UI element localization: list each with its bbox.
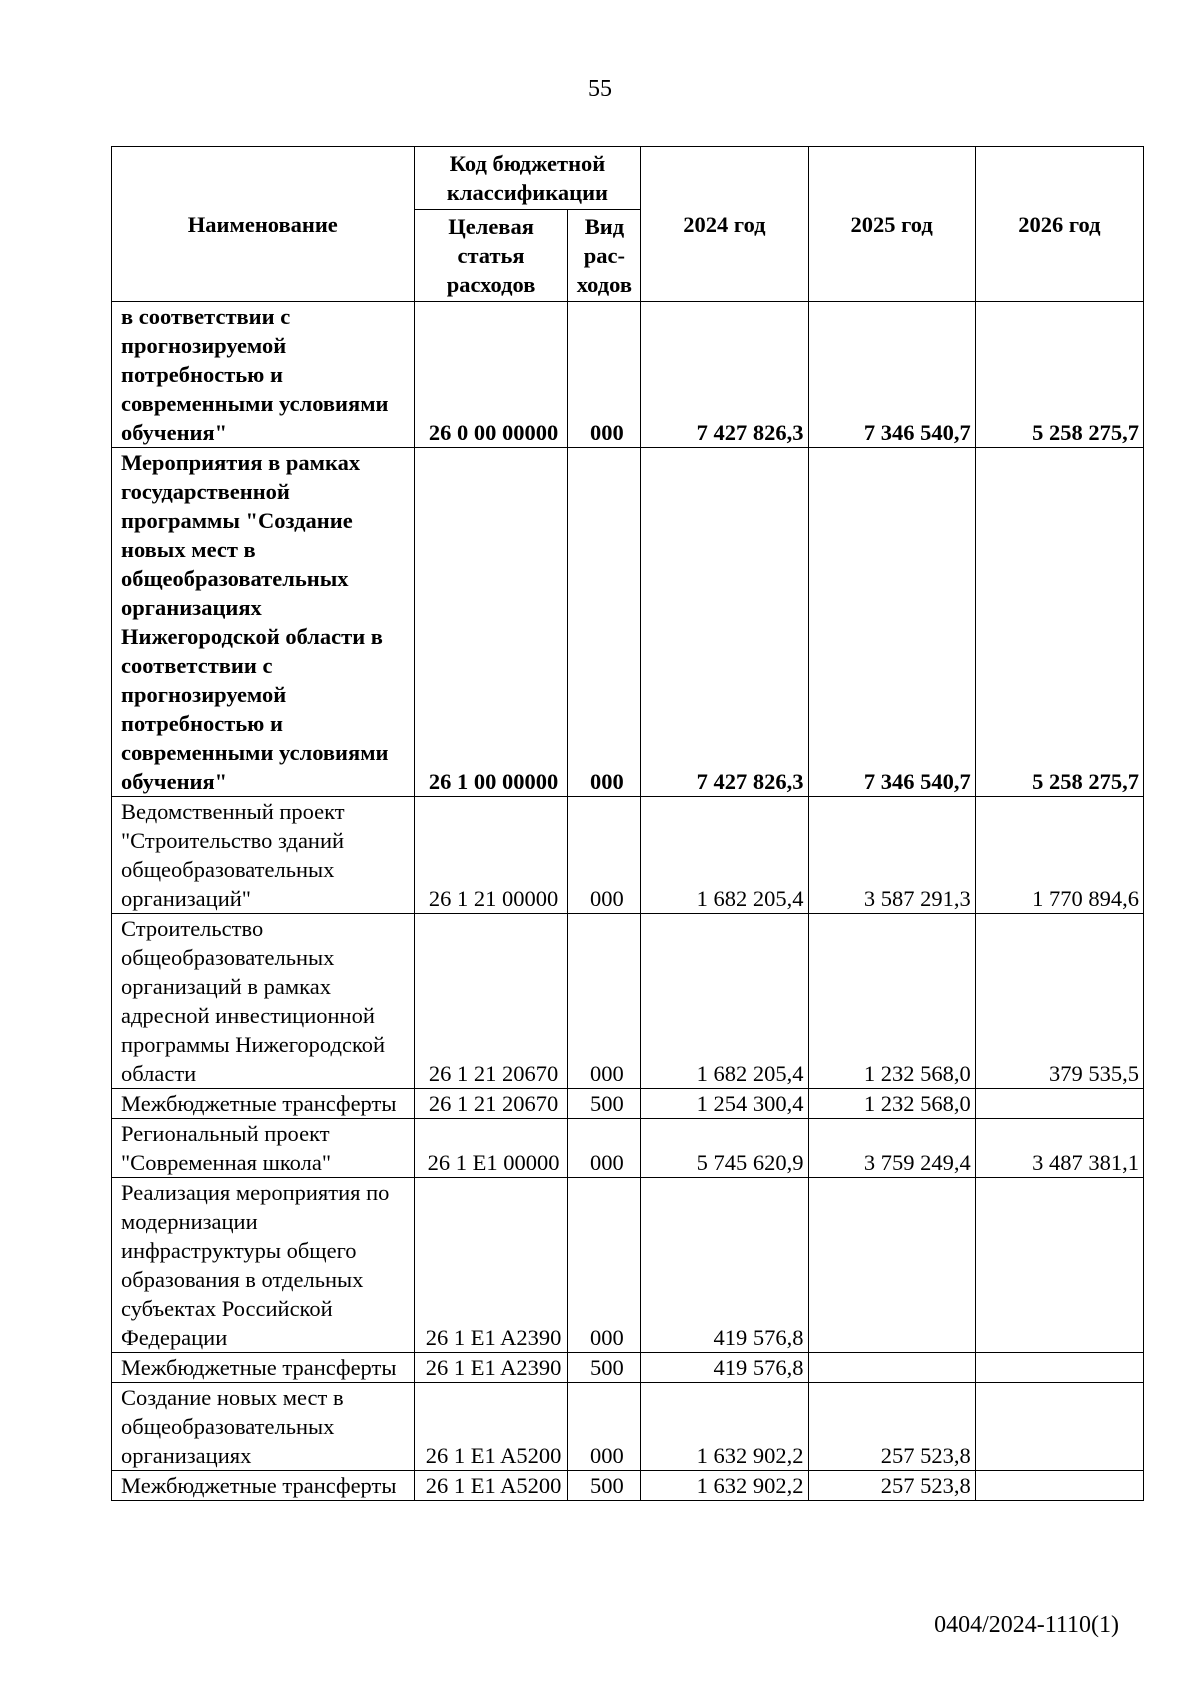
table-row bbox=[112, 448, 1144, 797]
row-value-2024: 419 576,8 bbox=[641, 1178, 808, 1353]
header-year-2026: 2026 год bbox=[975, 147, 1143, 302]
row-expense-type: 000 bbox=[568, 1383, 641, 1471]
row-target-article: 26 1 E1 A5200 bbox=[414, 1383, 568, 1471]
table-row bbox=[112, 1119, 1144, 1178]
row-name: Ведомственный проект "Строительство зданий общеобразовательных организаций" bbox=[112, 797, 415, 914]
row-value-2026 bbox=[975, 1178, 1143, 1353]
row-target-article: 26 1 00 00000 bbox=[414, 448, 568, 797]
table-row bbox=[112, 302, 1144, 448]
row-target-article: 26 1 E1 A2390 bbox=[414, 1353, 568, 1383]
table-row bbox=[112, 914, 1144, 1089]
row-value-2025: 7 346 540,7 bbox=[808, 302, 975, 448]
row-name: Мероприятия в рамках государственной программы "Создание новых мест в общеобразовательных организациях Нижегородской области в соответствии с прогнозируемой потребностью и современными условиями обучения" bbox=[112, 448, 415, 797]
row-value-2025: 257 523,8 bbox=[808, 1383, 975, 1471]
row-target-article: 26 1 21 00000 bbox=[414, 797, 568, 914]
row-value-2026 bbox=[975, 1471, 1143, 1501]
row-expense-type: 000 bbox=[568, 797, 641, 914]
row-name: Региональный проект "Современная школа" bbox=[112, 1119, 415, 1178]
header-year-2025: 2025 год bbox=[808, 147, 975, 302]
row-target-article: 26 1 E1 A5200 bbox=[414, 1471, 568, 1501]
header-expense-type: Вид рас-ходов bbox=[568, 210, 641, 302]
row-target-article: 26 0 00 00000 bbox=[414, 302, 568, 448]
row-name: в соответствии с прогнозируемой потребностью и современными условиями обучения" bbox=[112, 302, 415, 448]
row-value-2025: 257 523,8 bbox=[808, 1471, 975, 1501]
row-target-article: 26 1 21 20670 bbox=[414, 1089, 568, 1119]
row-value-2024: 7 427 826,3 bbox=[641, 302, 808, 448]
row-value-2026: 5 258 275,7 bbox=[975, 448, 1143, 797]
table-row bbox=[112, 1383, 1144, 1471]
row-value-2025 bbox=[808, 1353, 975, 1383]
row-expense-type: 000 bbox=[568, 448, 641, 797]
row-name: Межбюджетные трансферты bbox=[112, 1089, 415, 1119]
row-value-2026 bbox=[975, 1353, 1143, 1383]
header-code-group: Код бюджетной классификации bbox=[414, 147, 641, 210]
row-value-2025: 7 346 540,7 bbox=[808, 448, 975, 797]
document-code: 0404/2024-1110(1) bbox=[934, 1612, 1119, 1638]
row-value-2025 bbox=[808, 1178, 975, 1353]
row-expense-type: 000 bbox=[568, 302, 641, 448]
row-value-2025: 1 232 568,0 bbox=[808, 914, 975, 1089]
row-name: Межбюджетные трансферты bbox=[112, 1471, 415, 1501]
row-value-2026 bbox=[975, 1383, 1143, 1471]
row-value-2024: 1 632 902,2 bbox=[641, 1471, 808, 1501]
header-name: Наименование bbox=[112, 147, 415, 302]
table-row bbox=[112, 1089, 1144, 1119]
row-value-2026: 379 535,5 bbox=[975, 914, 1143, 1089]
row-name: Реализация мероприятия по модернизации инфраструктуры общего образования в отдельных субъектах Российской Федерации bbox=[112, 1178, 415, 1353]
row-value-2026: 3 487 381,1 bbox=[975, 1119, 1143, 1178]
table-row bbox=[112, 1471, 1144, 1501]
row-expense-type: 000 bbox=[568, 914, 641, 1089]
page-number: 55 bbox=[588, 76, 612, 102]
row-value-2024: 419 576,8 bbox=[641, 1353, 808, 1383]
row-value-2026 bbox=[975, 1089, 1143, 1119]
table-row bbox=[112, 797, 1144, 914]
row-expense-type: 500 bbox=[568, 1471, 641, 1501]
row-target-article: 26 1 21 20670 bbox=[414, 914, 568, 1089]
row-value-2024: 7 427 826,3 bbox=[641, 448, 808, 797]
row-value-2024: 5 745 620,9 bbox=[641, 1119, 808, 1178]
row-value-2025: 1 232 568,0 bbox=[808, 1089, 975, 1119]
row-name: Межбюджетные трансферты bbox=[112, 1353, 415, 1383]
row-value-2026: 1 770 894,6 bbox=[975, 797, 1143, 914]
row-expense-type: 500 bbox=[568, 1353, 641, 1383]
budget-table bbox=[111, 146, 1144, 1501]
row-value-2024: 1 682 205,4 bbox=[641, 914, 808, 1089]
row-expense-type: 500 bbox=[568, 1089, 641, 1119]
row-value-2024: 1 632 902,2 bbox=[641, 1383, 808, 1471]
table-row bbox=[112, 1178, 1144, 1353]
table-row bbox=[112, 1353, 1144, 1383]
row-target-article: 26 1 E1 00000 bbox=[414, 1119, 568, 1178]
header-year-2024: 2024 год bbox=[641, 147, 808, 302]
row-value-2025: 3 587 291,3 bbox=[808, 797, 975, 914]
row-value-2024: 1 254 300,4 bbox=[641, 1089, 808, 1119]
row-target-article: 26 1 E1 A2390 bbox=[414, 1178, 568, 1353]
row-name: Создание новых мест в общеобразовательных организациях bbox=[112, 1383, 415, 1471]
row-name: Строительство общеобразовательных организаций в рамках адресной инвестиционной программы Нижегородской области bbox=[112, 914, 415, 1089]
row-value-2026: 5 258 275,7 bbox=[975, 302, 1143, 448]
row-value-2024: 1 682 205,4 bbox=[641, 797, 808, 914]
row-expense-type: 000 bbox=[568, 1119, 641, 1178]
row-expense-type: 000 bbox=[568, 1178, 641, 1353]
header-target-article: Целевая статья расходов bbox=[414, 210, 568, 302]
row-value-2025: 3 759 249,4 bbox=[808, 1119, 975, 1178]
